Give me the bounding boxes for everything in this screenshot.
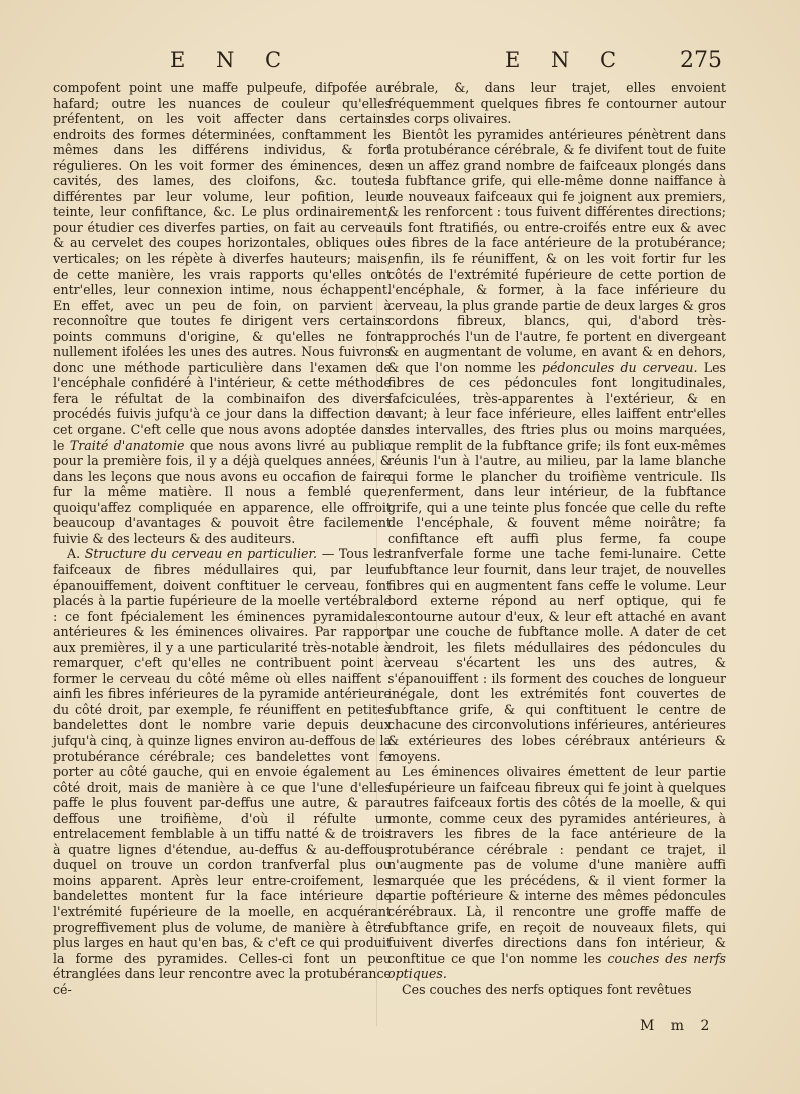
right-p2-text-b: Les fibres de ces pédoncules font longitudinales, fafciculées, très-apparentes à l'extérieur, & en avant; à leur face inférieure, elles laiffent entr'elles des intervalles, des ftries plus ou moins marquées, que remplit de la fubftance grife; ils font eux-mêmes réunis l'un à l'autre, au milieu, par la lame blanche qui forme le plancher du troifième ventricule. Ils renferment, dans leur intérieur, de la fubftance grife, qui a une teinte plus foncée que celle du refte de l'encéphale, & fouvent même noirâtre; fa confiftance eft auffi plus ferme, fa coupe tranfverfale forme une tache femi-lunaire. Cette fubftance leur fournit, dans leur trajet, de nouvelles fibres qui en augmentent fans ceffe le volume. Leur bord externe répond au nerf optique, qui fe contourne autour d'eux, & leur eft attaché en avant par une couche de fubftance molle. A dater de cet endroit, les filets médullaires des pédoncules du cerveau s'écartent les uns des autres, & s'épanouiffent : ils forment des couches de longueur inégale, dont les extrémités font couvertes de fubftance grife, & qui conftituent le centre de chacune des circonvolutions inférieures, antérieures & extérieures des lobes cérébraux antérieurs & moyens. <box>388 359 726 764</box>
header-right-running-head: E N C <box>505 48 629 72</box>
right-paragraph-3 <box>388 764 726 982</box>
left-p1-text: compofent point une maffe pulpeufe, difpofée au hafard; outre les nuances de couleur qu'elles préfentent, on les voit affecter dans certains endroits des formes déterminées, conftamment les mêmes dans les différens individus, & fort régulieres. On les voit former des éminences, des cavités, des lames, des cloifons, &c. toutes différentes par leur volume, leur pofition, leur teinte, leur confiftance, &c. Le plus ordinairement, pour étudier ces diverfes parties, on fait au cerveau & au cervelet des coupes horizontales, obliques ou verticales; on les répète à diverfes hauteurs; mais, de cette manière, les vrais rapports qu'elles ont entr'elles, leur connexion intime, nous échappent. En effet, avec un peu de foin, on parvient à reconnoître que toutes fe dirigent vers certains points communs d'origine, & qu'elles ne font nullement ifolées les unes des autres. Nous fuivrons donc une méthode particulière dans l'examen de l'encéphale confidéré à l'intérieur, & cette méthode fera le réfultat de la combinaifon des divers procédés fuivis jufqu'à ce jour dans la diffection de cet organe. C'eft celle que nous avons adoptée dans le <box>53 80 391 453</box>
right-column <box>388 80 726 997</box>
left-p1-italic: Traité d'anatomie <box>69 437 185 453</box>
right-p2-text-a: Bientôt les pyramides antérieures pénètrent dans la protubérance cérébrale, & fe divifent tout de fuite en un affez grand nombre de faifceaux plongés dans la fubftance grife, qui elle-même donne naiffance à de nouveaux faifceaux qui fe joignent aux premiers, & les renforcent : tous fuivent différentes directions; ils font ftratifiés, ou entre-croifés entre eux & avec les fibres de la face antérieure de la protubérance; enfin, ils fe réuniffent, & on les voit fortir fur les côtés de l'extrémité fupérieure de cette portion de l'encéphale, & former, à la face inférieure du cerveau, la plus grande partie de deux larges & gros cordons fibreux, blancs, qui, d'abord très-rapprochés l'un de l'autre, fe portent en divergeant & en augmentant de volume, en avant & en dehors, & que l'on nomme les <box>388 126 726 375</box>
left-p2-text: — Tous les faifceaux de fibres médullaires qui, par leur épanouiffement, doivent conftituer le cerveau, font placés à la partie fupérieure de la moelle vertébrale : ce font fpécialement les éminences pyramidales antérieures & les éminences olivaires. Par rapport aux premières, il y a une particularité très-notable à remarquer, c'eft qu'elles ne contribuent point à former le cerveau du côté même où elles naiffent : ainfi les fibres inférieures de la pyramide antérieure du côté droit, par exemple, fe réuniffent en petites bandelettes dont le nombre varie depuis deux jufqu'à cinq, à quinze lignes environ au-deffous de la protubérance cérébrale; ces bandelettes vont fe porter au côté gauche, qui en envoie également au côté droit, mais de manière à ce que l'une d'elles paffe le plus fouvent par-deffus une autre, & par-deffous une troifième, d'où il réfulte un entrelacement femblable à un tiffu natté & de trois à quatre lignes d'étendue, au-deffus & au-deffous duquel on trouve un cordon tranfverfal plus ou moins apparent. Après leur entre-croifement, les bandelettes montent fur la face intérieure de l'extrémité fupérieure de la moelle, en acquérant progreffivement plus de volume, de manière à être plus larges en haut qu'en bas, & c'eft ce qui produit la forme des pyramides. Celles-ci font un peu étranglées dans leur rencontre avec la protubérance cé- <box>53 546 391 997</box>
section-label: A. <box>67 546 81 562</box>
left-column <box>53 80 391 997</box>
left-paragraph-2 <box>53 546 391 997</box>
section-title: Structure du cerveau en particulier. <box>84 546 318 562</box>
right-paragraph-4 <box>388 982 726 998</box>
right-paragraph-2 <box>388 127 726 764</box>
right-p4-text: Ces couches des nerfs optiques font revêtues <box>402 981 692 997</box>
header-left-running-head: E N C <box>170 48 294 72</box>
right-p3-text: Les éminences olivaires émettent de leur partie fupérieure un faifceau fibreux qui fe joint à quelques autres faifceaux fortis des côtés de la moelle, & qui monte, comme ceux des pyramides antérieures, à travers les fibres de la face antérieure de la protubérance cérébrale : pendant ce trajet, il n'augmente pas de volume d'une manière auffi marquée que les précédens, & il vient former la partie poftérieure & interne des mêmes pédoncules cérébraux. Là, il rencontre une groffe maffe de fubftance grife, en reçoit de nouveaux filets, qui fuivent diverfes directions dans fon intérieur, & conftitue ce que l'on nomme les <box>388 764 727 966</box>
left-p1-end: que nous avons livré au public pour la première fois, il y a déjà quelques années, & dans les leçons que nous avons eu occafion de faire fur la même matière. Il nous a femblé que, quoiqu'affez compliquée en apparence, elle offroit beaucoup d'avantages & pouvoit être facilement fuivie & des lecteurs & des auditeurs. <box>53 437 392 546</box>
page-number: 275 <box>680 48 722 73</box>
left-paragraph-1 <box>53 80 391 546</box>
right-paragraph-1 <box>388 80 726 127</box>
signature-mark: M m 2 <box>640 1018 716 1034</box>
right-p1-text: rébrale, &, dans leur trajet, elles envoient fréquemment quelques fibres fe contourner autour des corps olivaires. <box>388 80 726 127</box>
right-p2-italic: pédoncules du cerveau. <box>541 359 698 375</box>
right-p3-italic: couches des nerfs optiques. <box>388 950 726 982</box>
running-header <box>0 48 800 84</box>
